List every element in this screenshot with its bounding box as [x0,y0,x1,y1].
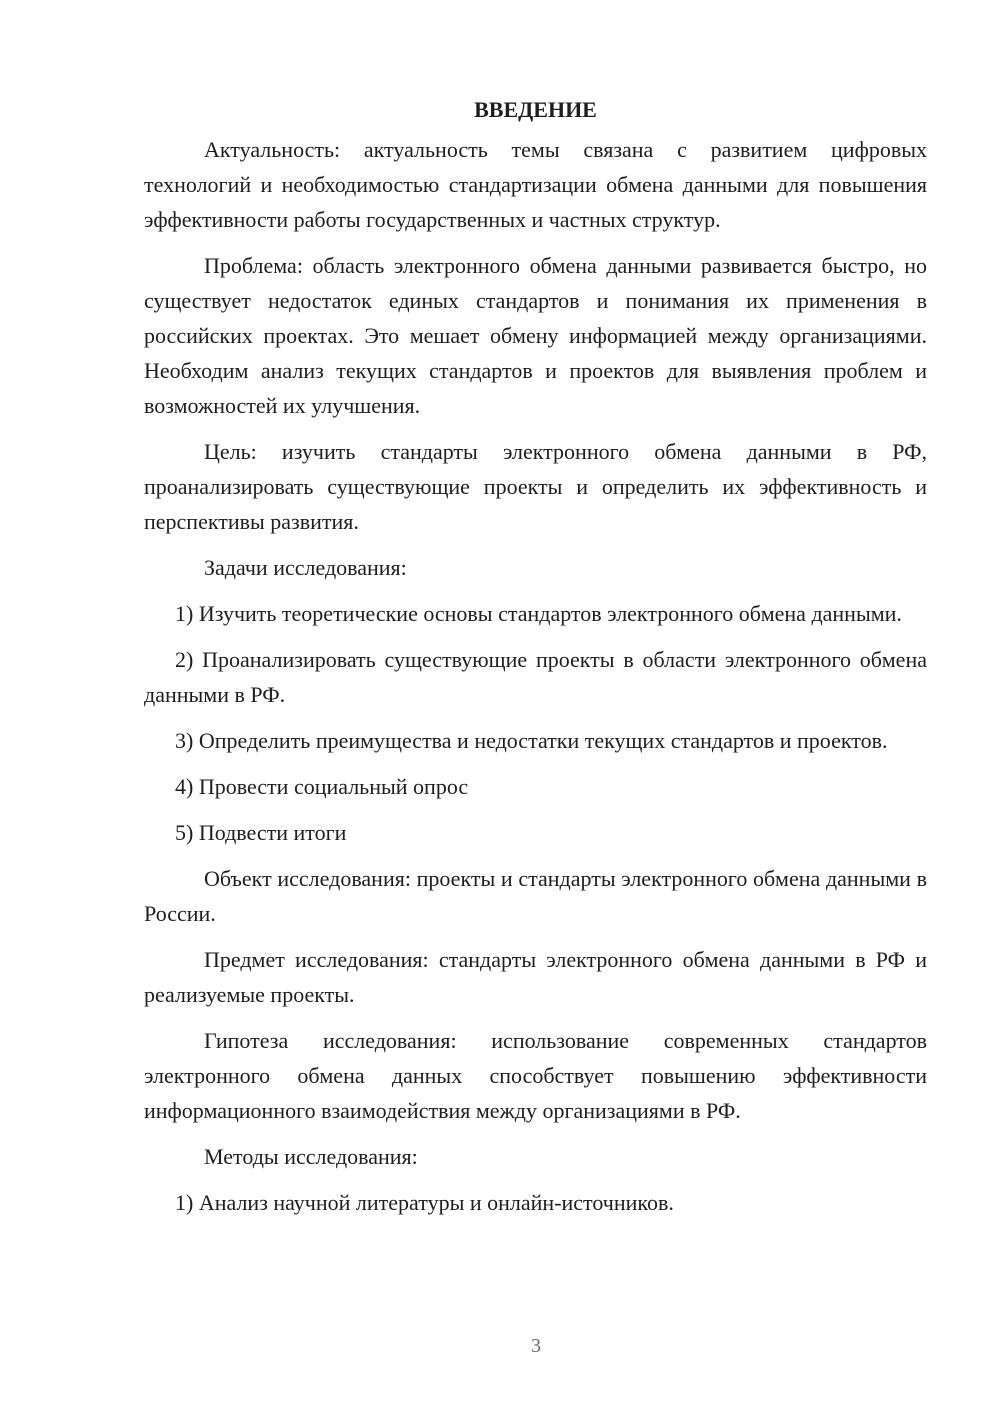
paragraph-goal: Цель: изучить стандарты электронного обмена данными в РФ, проанализировать существующие проекты и определить их эффективность и перспективы развития. [144,439,927,534]
paragraph-methods-heading: Методы исследования: [204,1144,418,1169]
list-item-method-1: 1) Анализ научной литературы и онлайн-источников. [175,1190,674,1215]
list-item-task-2: 2) Проанализировать существующие проекты в области электронного обмена данными в РФ. [144,647,927,707]
list-item-task-5: 5) Подвести итоги [175,820,347,845]
paragraph-problem: Проблема: область электронного обмена данными развивается быстро, но существует недостаток единых стандартов и понимания их применения в российских проектах. Это мешает обмену информацией между организациями. Необходим анализ текущих стандартов и проектов для выявления проблем и возможностей их улучшения. [144,253,927,418]
list-item-task-1: 1) Изучить теоретические основы стандартов электронного обмена данными. [175,601,902,626]
list-item-task-4: 4) Провести социальный опрос [175,774,469,799]
page-number: 3 [531,1335,541,1357]
paragraph-tasks-heading: Задачи исследования: [204,555,407,580]
list-item-task-3: 3) Определить преимущества и недостатки текущих стандартов и проектов. [175,728,888,753]
paragraph-subject: Предмет исследования: стандарты электронного обмена данными в РФ и реализуемые проекты. [144,947,927,1007]
section-heading: ВВЕДЕНИЕ [474,97,597,122]
text-body [144,96,927,1231]
paragraph-object: Объект исследования: проекты и стандарты электронного обмена данными в России. [144,866,927,926]
paragraph-hypothesis: Гипотеза исследования: использование современных стандартов электронного обмена данных способствует повышению эффективности информационного взаимодействия между организациями в РФ. [144,1028,927,1123]
paragraph-relevance: Актуальность: актуальность темы связана с развитием цифровых технологий и необходимостью стандартизации обмена данными для повышения эффективности работы государственных и частных структур. [144,137,927,232]
